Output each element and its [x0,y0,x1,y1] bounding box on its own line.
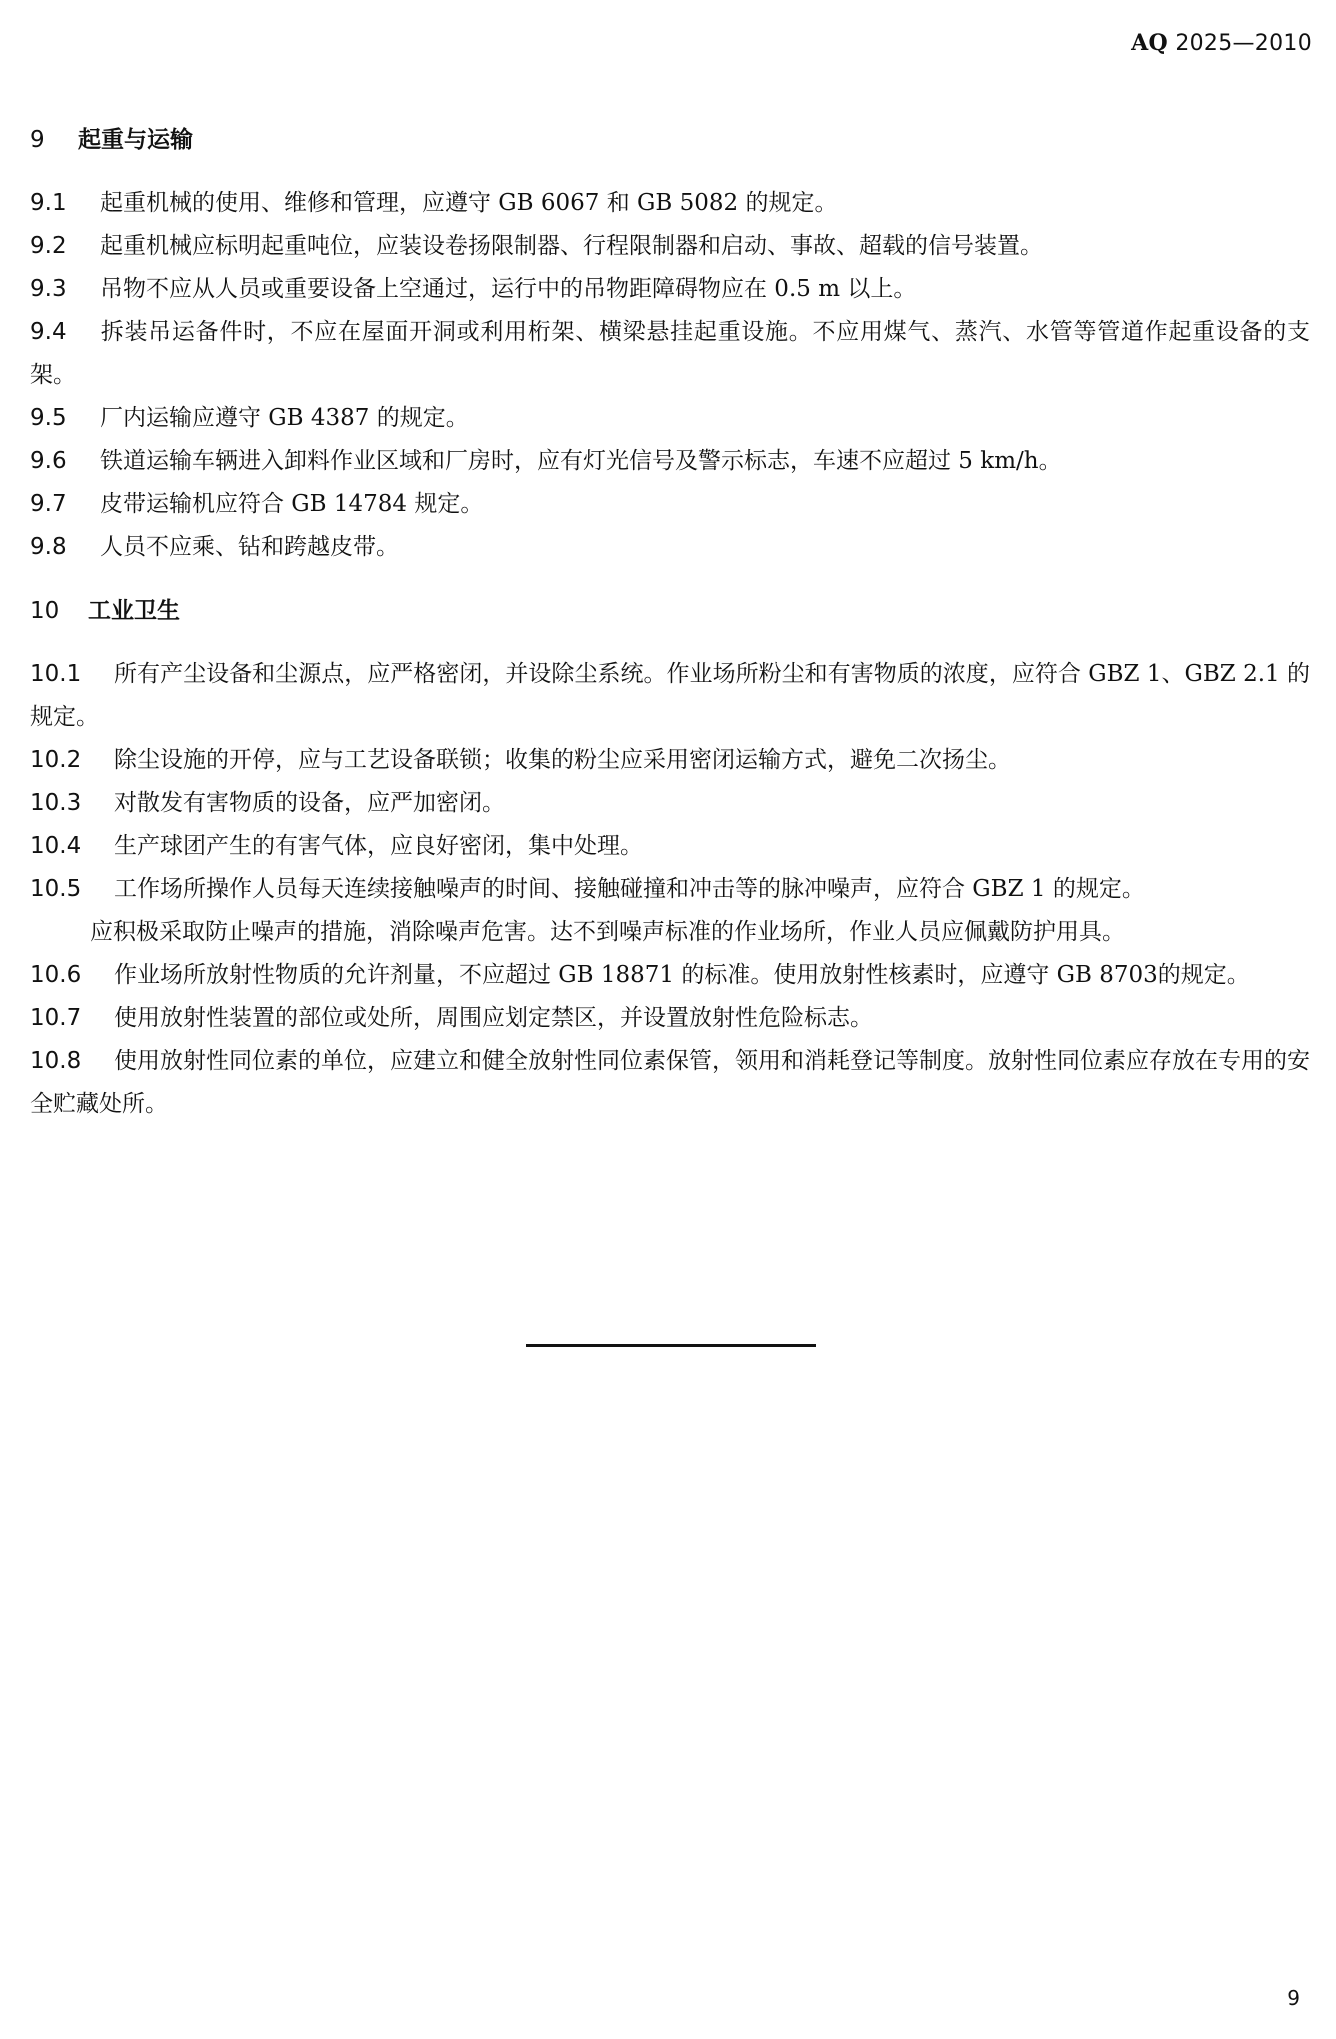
clause-text: 吊物不应从人员或重要设备上空通过，运行中的吊物距障碍物应在 0.5 m 以上。 [100,276,917,302]
clause-9-4 [30,311,1310,397]
clause-number: 10.8 [30,1048,82,1074]
section-number: 9 [30,127,45,153]
clause-text: 起重机械的使用、维修和管理，应遵守 GB 6067 和 GB 5082 的规定。 [100,190,838,216]
clause-number: 10.4 [30,833,82,859]
clause-text: 对散发有害物质的设备，应严加密闭。 [114,790,505,816]
clause-9-7 [30,483,1310,526]
clause-number: 10.1 [30,661,82,687]
clause-number: 10.5 [30,876,82,902]
clause-10-3 [30,782,1310,825]
clause-number: 10.7 [30,1005,82,1031]
standard-code-header [1131,30,1312,56]
clause-number: 9.6 [30,448,67,474]
clause-number: 9.1 [30,190,67,216]
standard-prefix: AQ [1131,30,1169,56]
clause-10-1 [30,653,1310,739]
clause-10-2 [30,739,1310,782]
clause-text: 使用放射性装置的部位或处所，周围应划定禁区，并设置放射性危险标志。 [114,1005,873,1031]
clause-number: 9.2 [30,233,67,259]
clause-number: 10.2 [30,747,82,773]
clause-number: 10.6 [30,962,82,988]
clause-text: 生产球团产生的有害气体，应良好密闭，集中处理。 [114,833,643,859]
clause-text: 皮带运输机应符合 GB 14784 规定。 [100,491,484,517]
clause-text: 工作场所操作人员每天连续接触噪声的时间、接触碰撞和冲击等的脉冲噪声，应符合 GBZ 1 的规定。 [114,876,1145,902]
clause-9-6 [30,440,1310,483]
section-spacer [30,569,1310,591]
clause-number: 9.8 [30,534,67,560]
document-body [30,120,1310,1126]
clause-text: 所有产尘设备和尘源点，应严格密闭，并设除尘系统。作业场所粉尘和有害物质的浓度，应符合 GBZ 1、GBZ 2.1 的规定。 [30,661,1310,730]
clause-10-6 [30,954,1310,997]
section-title: 工业卫生 [88,598,180,624]
clause-text: 作业场所放射性物质的允许剂量，不应超过 GB 18871 的标准。使用放射性核素时，应遵守 GB 8703的规定。 [114,962,1250,988]
document-end-rule [526,1344,816,1347]
clause-text: 拆装吊运备件时，不应在屋面开洞或利用桁架、横梁悬挂起重设施。不应用煤气、蒸汽、水管等管道作起重设备的支架。 [30,319,1310,388]
section-title: 起重与运输 [78,127,193,153]
clause-9-5 [30,397,1310,440]
standard-number: 2025—2010 [1175,31,1312,56]
clause-text: 除尘设施的开停，应与工艺设备联锁；收集的粉尘应采用密闭运输方式，避免二次扬尘。 [114,747,1011,773]
clause-text: 使用放射性同位素的单位，应建立和健全放射性同位素保管，领用和消耗登记等制度。放射性同位素应存放在专用的安全贮藏处所。 [30,1048,1310,1117]
section-heading-10 [30,591,1310,631]
clause-9-3 [30,268,1310,311]
clause-text: 铁道运输车辆进入卸料作业区域和厂房时，应有灯光信号及警示标志，车速不应超过 5 km/h。 [100,448,1062,474]
clause-number: 9.3 [30,276,67,302]
clause-9-1 [30,182,1310,225]
clause-number: 10.3 [30,790,82,816]
clause-text: 人员不应乘、钻和跨越皮带。 [100,534,399,560]
clause-text: 厂内运输应遵守 GB 4387 的规定。 [100,405,469,431]
clause-10-5-continuation: 应积极采取防止噪声的措施，消除噪声危害。达不到噪声标准的作业场所，作业人员应佩戴防护用具。 [90,919,1125,945]
clause-10-7 [30,997,1310,1040]
clause-text: 起重机械应标明起重吨位，应装设卷扬限制器、行程限制器和启动、事故、超载的信号装置。 [100,233,1043,259]
clause-10-4 [30,825,1310,868]
clause-10-8 [30,1040,1310,1126]
section-heading-9 [30,120,1310,160]
clause-number: 9.5 [30,405,67,431]
clause-9-8 [30,526,1310,569]
clause-number: 9.7 [30,491,67,517]
clause-10-5 [30,868,1310,911]
section-number: 10 [30,598,60,624]
page-number: 9 [1287,1986,1300,2010]
clause-9-2 [30,225,1310,268]
clause-number: 9.4 [30,319,67,345]
